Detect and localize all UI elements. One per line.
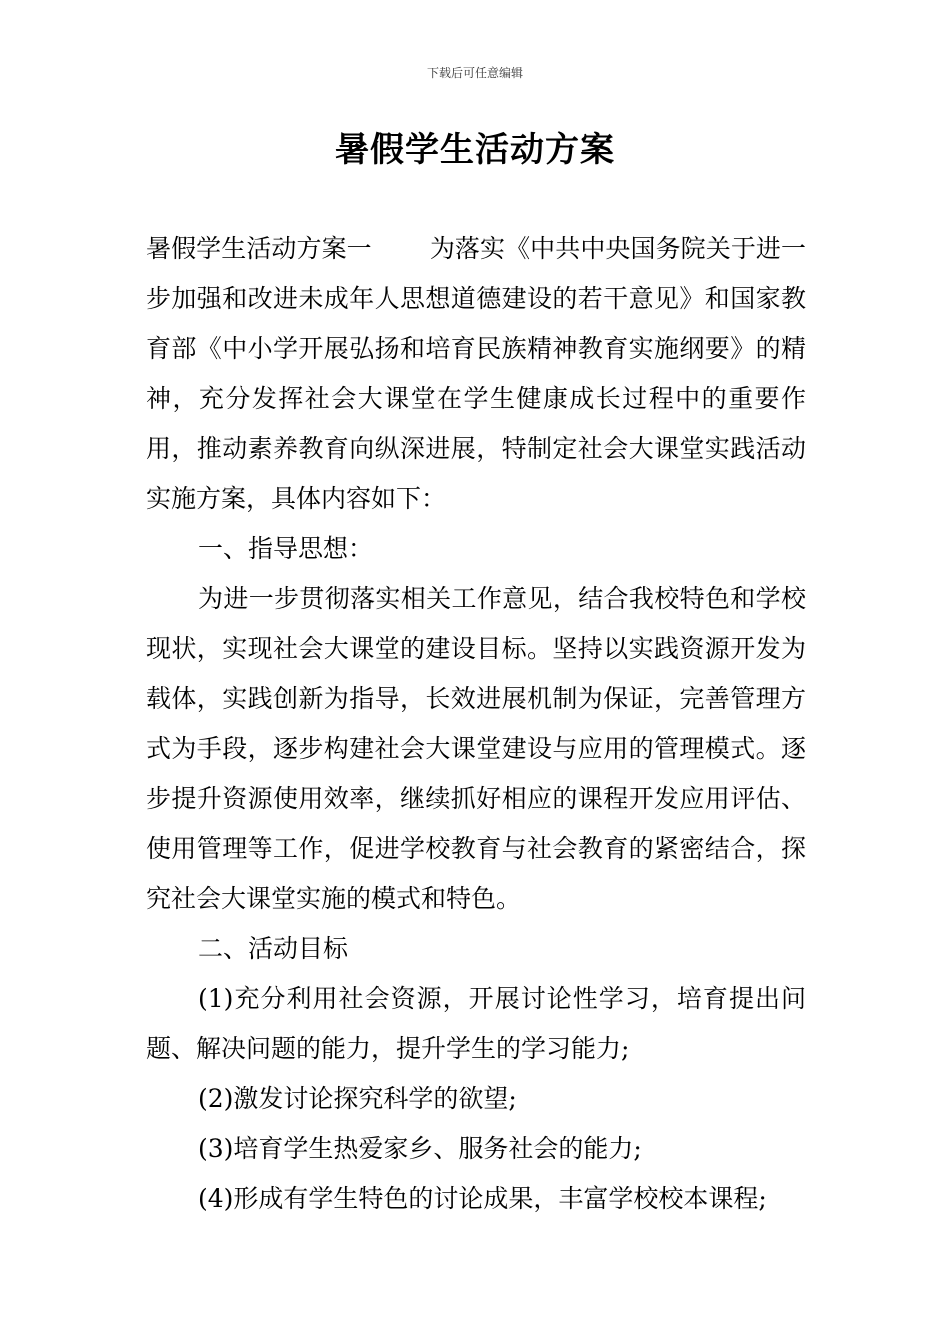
activity-goal-item: (4)形成有学生特色的讨论成果，丰富学校校本课程; xyxy=(198,1184,767,1213)
activity-goal-item: (3)培育学生热爱家乡、服务社会的能力; xyxy=(198,1134,642,1163)
activity-goal-item: (2)激发讨论探究科学的欲望; xyxy=(198,1084,517,1113)
document-body xyxy=(146,224,806,1224)
section-heading-activity-goals: 二、活动目标 xyxy=(198,934,349,963)
intro-text: 为落实《中共中央国务院关于进一步加强和改进未成年人思想道德建设的若干意见》和国家教育部《中小学开展弘扬和培育民族精神教育实施纲要》的精神，充分发挥社会大课堂在学生健康成长过程中的重要作用，推动素养教育向纵深进展，特制定社会大课堂实践活动实施方案，具体内容如下： xyxy=(146,234,806,513)
document-title: 暑假学生活动方案 xyxy=(335,130,615,170)
intro-prefix: 暑假学生活动方案一 xyxy=(146,234,372,263)
page-header-note: 下载后可任意编辑 xyxy=(426,66,523,80)
guiding-thought-paragraph: 为进一步贯彻落实相关工作意见，结合我校特色和学校现状，实现社会大课堂的建设目标。坚持以实践资源开发为载体，实践创新为指导，长效进展机制为保证，完善管理方式为手段，逐步构建社会大课堂建设与应用的管理模式。逐步提升资源使用效率，继续抓好相应的课程开发应用评估、使用管理等工作，促进学校教育与社会教育的紧密结合，探究社会大课堂实施的模式和特色。 xyxy=(146,584,806,913)
section-heading-guiding-thought: 一、指导思想： xyxy=(198,534,374,563)
activity-goal-item: (1)充分利用社会资源，开展讨论性学习，培育提出问题、解决问题的能力，提升学生的学习能力; xyxy=(146,984,806,1063)
intro-paragraph xyxy=(146,224,806,524)
